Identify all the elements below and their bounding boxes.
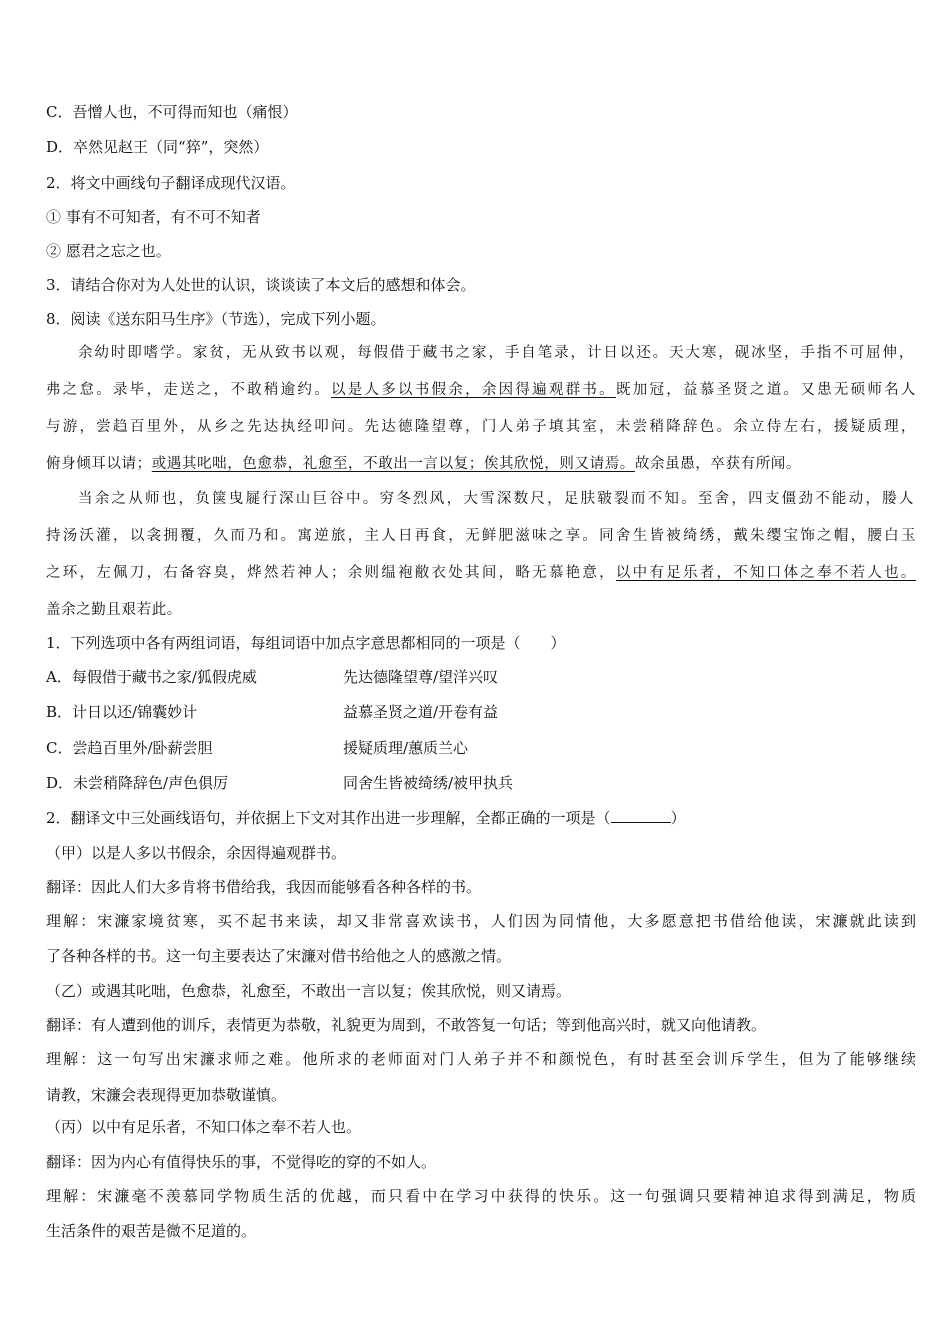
item-yi-understanding-line2: 请教，宋濂会表现得更加恭敬谨慎。 [46,1086,287,1104]
item-yi: （乙）或遇其叱咄，色愈恭，礼愈至，不敢出一言以复；俟其欣悦，则又请焉。 [46,982,572,1000]
passage-p2-line3 [46,563,916,583]
item-bing-translation: 翻译：因为内心有值得快乐的事，不觉得吃的穿的不如人。 [46,1153,437,1171]
passage-p2-line4: 盖余之勤且艰若此。 [46,602,182,618]
passage-p1-line4 [46,454,801,474]
q8-sub1-option-c-left: C．尝趋百里外/卧薪尝胆 [46,739,213,757]
q8-sub1-option-c-right: 援疑质理/蕙质兰心 [343,739,469,757]
q8-sub1-option-a-right: 先达德隆望尊/望洋兴叹 [343,668,499,686]
q8-heading: 8．阅读《送东阳马生序》（节选），完成下列小题。 [46,310,386,328]
passage-text: 故余虽愚，卒获有所闻。 [634,456,802,472]
q7-sub3-stem: 3．请结合你对为人处世的认识，谈谈读了本文后的感想和体会。 [46,276,476,294]
underlined-sentence-jia: 以是人多以书假余，余因得遍观群书。 [330,382,616,398]
q7-option-d: D．卒然见赵王（同“猝”，突然） [46,138,269,156]
passage-p1-line1: 余幼时即嗜学。家贫，无从致书以观，每假借于藏书之家，手自笔录，计日以还。天大寒，砚冰坚，手指不可屈伸， [78,345,914,361]
q8-sub1-stem: 1．下列选项中各有两组词语，每组词语中加点字意思都相同的一项是（ ） [46,634,566,652]
item-yi-understanding-line1: 理解：这一句写出宋濂求师之难。他所求的老师面对门人弟子并不和颜悦色，有时甚至会训斥学生，但为了能够继续 [46,1050,916,1068]
passage-text: 之环，左佩刀，右备容臭，烨然若神人；余则缊袍敝衣处其间，略无慕艳意， [46,565,616,581]
underlined-sentence-yi: 或遇其叱咄，色愈恭，礼愈至，不敢出一言以复；俟其欣悦，则又请焉。 [151,456,635,472]
q8-sub1-option-b-left: B．计日以还/锦囊妙计 [46,703,198,721]
item-bing-understanding-line1: 理解：宋濂毫不羡慕同学物质生活的优越，而只看中在学习中获得的快乐。这一句强调只要精神追求得到满足，物质 [46,1187,916,1205]
passage-p1-line2 [46,380,916,400]
q8-sub1-option-d-right: 同舍生皆被绮绣/被甲执兵 [343,774,514,792]
q7-sub2-stem: 2．将文中画线句子翻译成现代汉语。 [46,174,296,192]
q8-sub1-option-d-left: D．未尝稍降辞色/声色俱厉 [46,774,229,792]
item-jia-understanding-line1: 理解：宋濂家境贫寒，买不起书来读，却又非常喜欢读书，人们因为同情他，大多愿意把书借给他读，宋濂就此读到 [46,912,916,930]
q8-sub1-option-b-right: 益慕圣贤之道/开卷有益 [343,703,499,721]
stem-text: ） [670,809,686,827]
q8-sub2-stem [46,808,686,828]
item-bing-understanding-line2: 生活条件的艰苦是微不足道的。 [46,1222,257,1240]
item-jia: （甲）以是人多以书假余，余因得遍观群书。 [46,844,347,862]
q8-sub1-option-a-left: A．每假借于藏书之家/狐假虎威 [46,668,257,686]
passage-text: 弗之怠。录毕，走送之，不敢稍逾约。 [46,382,331,398]
q7-option-c: C．吾憎人也，不可得而知也（痛恨） [46,103,298,121]
q7-sub2-item2: ② 愿君之忘之也。 [46,242,171,260]
item-bing: （丙）以中有足乐者，不知口体之奉不若人也。 [46,1118,362,1136]
q7-sub2-item1: ① 事有不可知者，有不可不知者 [46,208,261,226]
item-jia-understanding-line2: 了各种各样的书。这一句主要表达了宋濂对借书给他之人的感激之情。 [46,947,512,965]
stem-text: 2．翻译文中三处画线语句，并依据上下文对其作出进一步理解，全都正确的一项是（ [46,809,611,827]
passage-p2-line2: 持汤沃灌，以衾拥覆，久而乃和。寓逆旅，主人日再食，无鲜肥滋味之享。同舍生皆被绮绣，戴朱缨宝饰之帽，腰白玉 [46,528,916,544]
answer-blank[interactable] [611,808,671,823]
passage-text: 俯身倾耳以请； [46,456,152,472]
passage-p1-line3: 与游，尝趋百里外，从乡之先达执经叩问。先达德隆望尊，门人弟子填其室，未尝稍降辞色。余立侍左右，援疑质理， [46,419,916,435]
item-yi-translation: 翻译：有人遭到他的训斥，表情更为恭敬，礼貌更为周到，不敢答复一句话；等到他高兴时，就又向他请教。 [46,1016,767,1034]
passage-text: 既加冠，益慕圣贤之道。又患无硕师名人 [615,382,916,398]
passage-p2-line1: 当余之从师也，负箧曳屣行深山巨谷中。穷冬烈风，大雪深数尺，足肤皲裂而不知。至舍，四支僵劲不能动，媵人 [78,491,914,507]
underlined-sentence-bing: 以中有足乐者，不知口体之奉不若人也。 [615,565,916,581]
item-jia-translation: 翻译：因此人们大多肯将书借给我，我因而能够看各种各样的书。 [46,878,482,896]
